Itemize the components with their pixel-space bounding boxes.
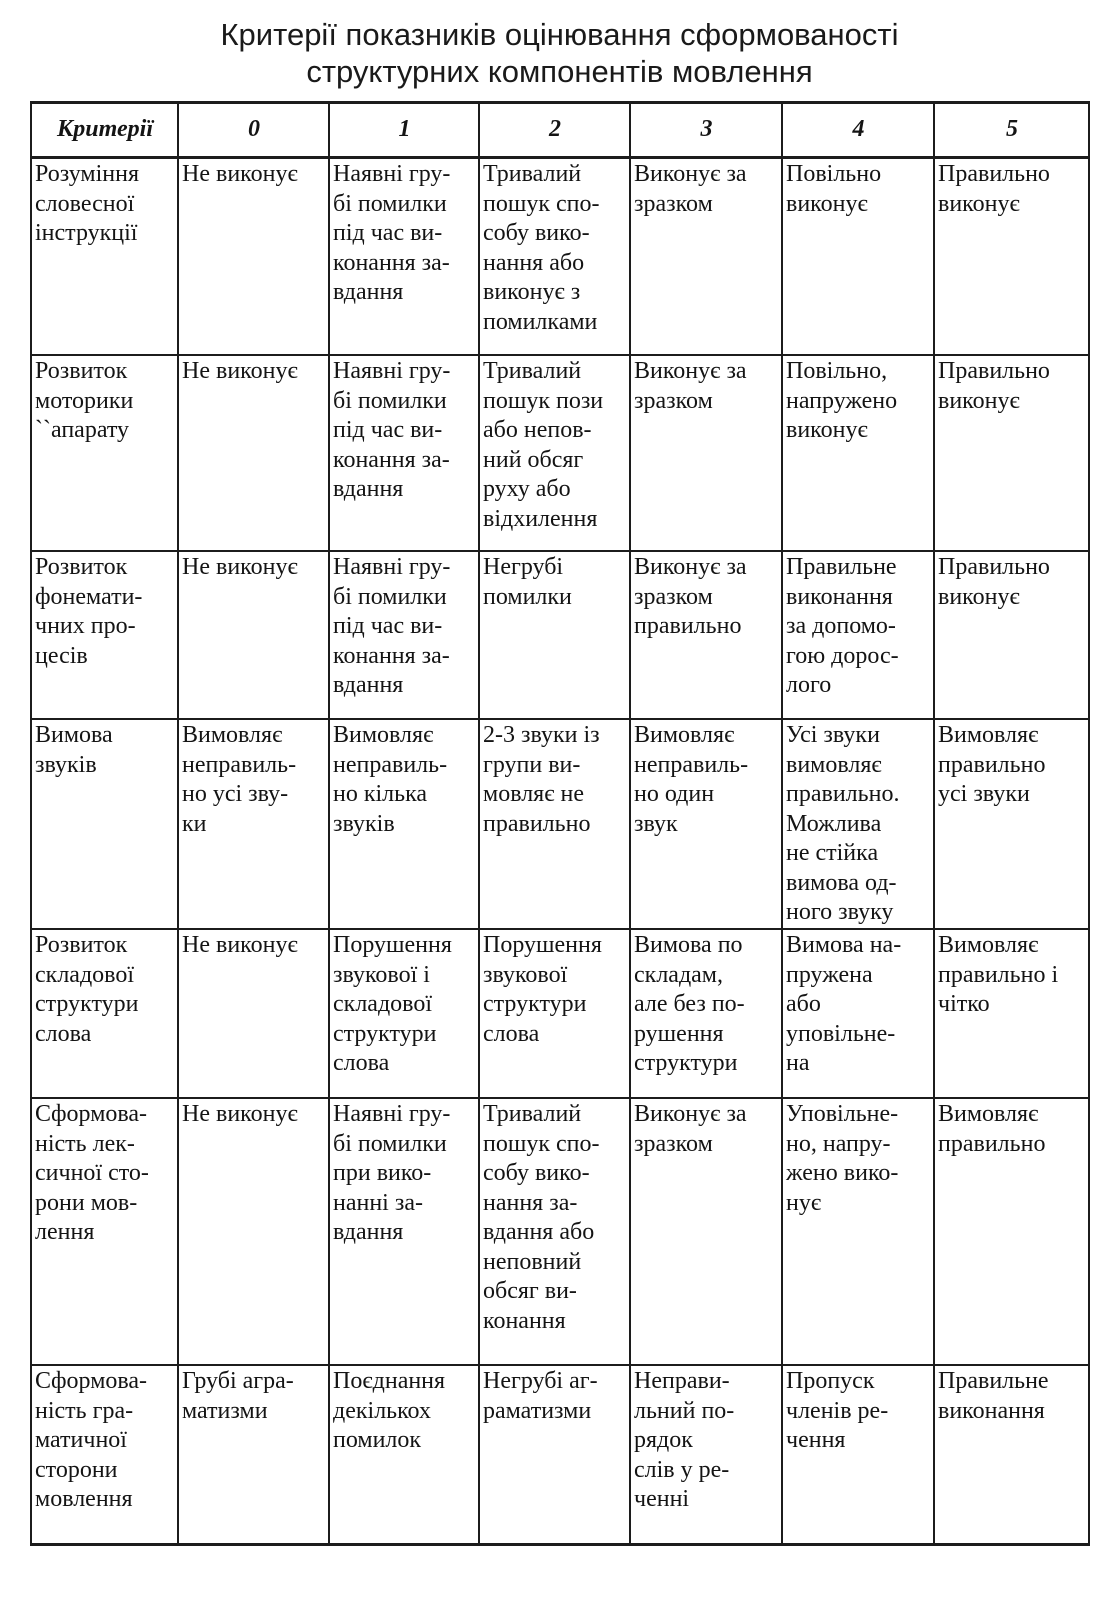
level-3-cell	[630, 929, 782, 1098]
level-4-text: Вимова на- пружена або уповільне- на	[786, 932, 902, 1076]
level-1-cell	[329, 158, 479, 356]
level-2-text: Тривалий пошук спо- собу вико- нання або виконує з помилками	[483, 161, 600, 335]
level-5-cell	[934, 719, 1089, 929]
table-row	[31, 1365, 1089, 1545]
title-line-2: структурних компонентів мовлення	[306, 54, 813, 89]
criterion-cell	[31, 719, 178, 929]
header-row	[31, 103, 1089, 158]
criteria-table	[30, 101, 1090, 1546]
level-1-cell	[329, 1098, 479, 1365]
level-0-cell	[178, 355, 329, 551]
level-3-cell	[630, 355, 782, 551]
table-row	[31, 1098, 1089, 1365]
level-1-cell	[329, 929, 479, 1098]
level-1-text: Наявні гру- бі помилки при вико- нанні за- вдання	[333, 1101, 451, 1245]
level-5-cell	[934, 158, 1089, 356]
level-4-text: Повільно виконує	[786, 161, 882, 217]
level-0-text: Не виконує	[182, 161, 298, 187]
level-3-cell	[630, 551, 782, 719]
level-0-cell	[178, 551, 329, 719]
criterion-cell	[31, 929, 178, 1098]
level-1-text: Вимовляє неправиль- но кілька звуків	[333, 722, 448, 837]
level-5-text: Вимовляє правильно	[938, 1101, 1046, 1157]
level-4-cell	[782, 719, 934, 929]
header-level-0: 0	[178, 103, 329, 158]
page-title	[0, 16, 1119, 90]
header-level-3: 3	[630, 103, 782, 158]
level-1-text: Порушення звукової і складової структури слова	[333, 932, 452, 1076]
level-3-cell	[630, 1098, 782, 1365]
level-0-cell	[178, 929, 329, 1098]
level-4-text: Уповільне- но, напру- жено вико- нує	[786, 1101, 899, 1216]
level-0-text: Не виконує	[182, 358, 298, 384]
level-1-text: Наявні гру- бі помилки під час ви- конання за- вдання	[333, 358, 451, 502]
table-row	[31, 355, 1089, 551]
level-5-cell	[934, 355, 1089, 551]
level-4-text: Правильне виконання за допомо- гою дорос- лого	[786, 554, 899, 698]
level-5-text: Правильно виконує	[938, 554, 1050, 610]
level-0-cell	[178, 719, 329, 929]
level-2-text: Тривалий пошук пози або непов- ний обсяг руху або відхилення	[483, 358, 604, 532]
header-level-4: 4	[782, 103, 934, 158]
criterion-text: Розуміння словесної інструкції	[35, 161, 139, 246]
level-0-text: Не виконує	[182, 932, 298, 958]
criterion-text: Сформова- ність лек- сичної сто- рони мов- лення	[35, 1101, 149, 1245]
level-5-text: Правильно виконує	[938, 358, 1050, 414]
level-4-cell	[782, 929, 934, 1098]
level-2-text: 2-3 звуки із групи ви- мовляє не правильно	[483, 722, 600, 837]
level-2-text: Негрубі помилки	[483, 554, 572, 610]
level-1-cell	[329, 719, 479, 929]
level-4-cell	[782, 158, 934, 356]
level-4-cell	[782, 1098, 934, 1365]
table-row	[31, 719, 1089, 929]
level-0-text: Не виконує	[182, 1101, 298, 1127]
level-0-cell	[178, 1098, 329, 1365]
header-level-5: 5	[934, 103, 1089, 158]
level-5-cell	[934, 1098, 1089, 1365]
level-0-text: Грубі агра- матизми	[182, 1368, 294, 1424]
level-5-text: Правильне виконання	[938, 1368, 1049, 1424]
level-3-cell	[630, 158, 782, 356]
level-3-cell	[630, 1365, 782, 1545]
criterion-text: Розвиток фонемати- чних про- цесів	[35, 554, 143, 669]
level-5-text: Вимовляє правильно і чітко	[938, 932, 1059, 1017]
level-0-text: Не виконує	[182, 554, 298, 580]
level-5-cell	[934, 1365, 1089, 1545]
level-3-text: Неправи- льний по- рядок слів у ре- ченні	[634, 1368, 735, 1512]
level-4-text: Пропуск членів ре- чення	[786, 1368, 889, 1453]
level-4-cell	[782, 1365, 934, 1545]
criterion-text: Розвиток складової структури слова	[35, 932, 139, 1047]
level-1-text: Наявні гру- бі помилки під час ви- конання за- вдання	[333, 554, 451, 698]
level-1-cell	[329, 1365, 479, 1545]
level-1-cell	[329, 551, 479, 719]
level-4-text: Повільно, напружено виконує	[786, 358, 898, 443]
level-2-cell	[479, 929, 630, 1098]
criterion-text: Сформова- ність гра- матичної сторони мовлення	[35, 1368, 148, 1512]
criterion-cell	[31, 551, 178, 719]
level-1-cell	[329, 355, 479, 551]
criterion-cell	[31, 355, 178, 551]
level-2-cell	[479, 551, 630, 719]
table-row	[31, 929, 1089, 1098]
criterion-text: Розвиток моторики ``апарату	[35, 358, 134, 443]
level-0-cell	[178, 158, 329, 356]
level-2-cell	[479, 719, 630, 929]
criterion-cell	[31, 1365, 178, 1545]
level-1-text: Поєднання декількох помилок	[333, 1368, 446, 1453]
level-3-text: Виконує за зразком	[634, 161, 747, 217]
level-5-cell	[934, 551, 1089, 719]
level-3-text: Вимовляє неправиль- но один звук	[634, 722, 749, 837]
level-2-cell	[479, 1365, 630, 1545]
level-3-text: Вимова по складам, але без по- рушення структури	[634, 932, 745, 1076]
level-2-text: Негрубі аг- раматизми	[483, 1368, 598, 1424]
table-row	[31, 158, 1089, 356]
criterion-text: Вимова звуків	[35, 722, 113, 778]
level-2-cell	[479, 355, 630, 551]
level-4-cell	[782, 355, 934, 551]
header-criteria: Критерії	[31, 103, 178, 158]
header-level-1: 1	[329, 103, 479, 158]
level-2-text: Порушення звукової структури слова	[483, 932, 602, 1047]
level-2-text: Тривалий пошук спо- собу вико- нання за- вдання або неповний обсяг ви- конання	[483, 1101, 600, 1334]
level-1-text: Наявні гру- бі помилки під час ви- конання за- вдання	[333, 161, 451, 305]
level-5-text: Вимовляє правильно усі звуки	[938, 722, 1046, 807]
criterion-cell	[31, 158, 178, 356]
level-0-text: Вимовляє неправиль- но усі зву- ки	[182, 722, 297, 837]
level-5-text: Правильно виконує	[938, 161, 1050, 217]
level-3-text: Виконує за зразком	[634, 1101, 747, 1157]
header-level-2: 2	[479, 103, 630, 158]
level-3-text: Виконує за зразком правильно	[634, 554, 747, 639]
table-row	[31, 551, 1089, 719]
level-4-text: Усі звуки вимовляє правильно. Можлива не стійка вимова од- ного звуку	[786, 722, 900, 925]
level-5-cell	[934, 929, 1089, 1098]
level-3-text: Виконує за зразком	[634, 358, 747, 414]
title-line-1: Критерії показників оцінювання сформованості	[220, 17, 899, 52]
level-2-cell	[479, 158, 630, 356]
level-0-cell	[178, 1365, 329, 1545]
level-3-cell	[630, 719, 782, 929]
criterion-cell	[31, 1098, 178, 1365]
level-2-cell	[479, 1098, 630, 1365]
level-4-cell	[782, 551, 934, 719]
